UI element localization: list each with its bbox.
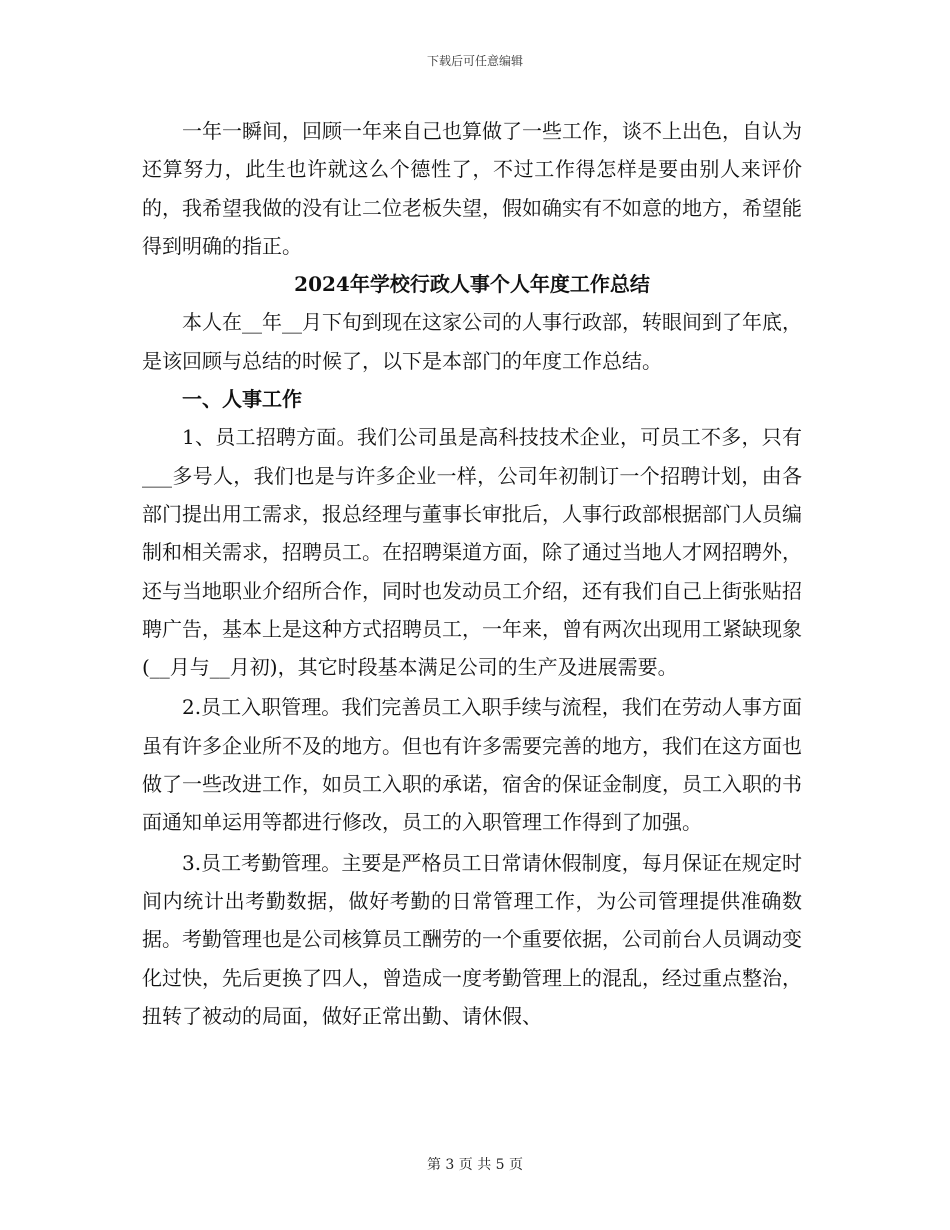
document-body — [142, 112, 802, 1035]
item-onboarding: 2.员工入职管理。我们完善员工入职手续与流程，我们在劳动人事方面虽有许多企业所不及的地方。但也有许多需要完善的地方，我们在这方面也做了一些改进工作，如员工入职的承诺，宿舍的保证金制度，员工入职的书面通知单运用等都进行修改，员工的入职管理工作得到了加强。 — [142, 695, 802, 835]
page-header-note: 下载后可任意编辑 — [426, 54, 523, 68]
opening-paragraph: 本人在__年__月下旬到现在这家公司的人事行政部，转眼间到了年底，是该回顾与总结的时候了，以下是本部门的年度工作总结。 — [142, 310, 802, 373]
document-title: 2024年学校行政人事个人年度工作总结 — [294, 272, 650, 297]
page-number: 第 3 页 共 5 页 — [426, 1157, 524, 1173]
item-attendance: 3.员工考勤管理。主要是严格员工日常请休假制度，每月保证在规定时间内统计出考勤数据，做好考勤的日常管理工作，为公司管理提供准确数据。考勤管理也是公司核算员工酬劳的一个重要依据，公司前台人员调动变化过快，先后更换了四人，曾造成一度考勤管理上的混乱，经过重点整治，扭转了被动的局面，做好正常出勤、请休假、 — [142, 850, 802, 1028]
section-heading: 一、人事工作 — [182, 387, 302, 412]
intro-paragraph: 一年一瞬间，回顾一年来自己也算做了一些工作，谈不上出色，自认为还算努力，此生也许就这么个德性了，不过工作得怎样是要由别人来评价的，我希望我做的没有让二位老板失望，假如确实有不如意的地方，希望能得到明确的指正。 — [142, 119, 802, 258]
item-recruitment: 1、员工招聘方面。我们公司虽是高科技技术企业，可员工不多，只有___多号人，我们也是与许多企业一样，公司年初制订一个招聘计划，由各部门提出用工需求，报总经理与董事长审批后，人事行政部根据部门人员编制和相关需求，招聘员工。在招聘渠道方面，除了通过当地人才网招聘外，还与当地职业介绍所合作，同时也发动员工介绍，还有我们自己上街张贴招聘广告，基本上是这种方式招聘员工，一年来，曾有两次出现用工紧缺现象(__月与__月初)，其它时段基本满足公司的生产及进展需要。 — [142, 425, 802, 680]
